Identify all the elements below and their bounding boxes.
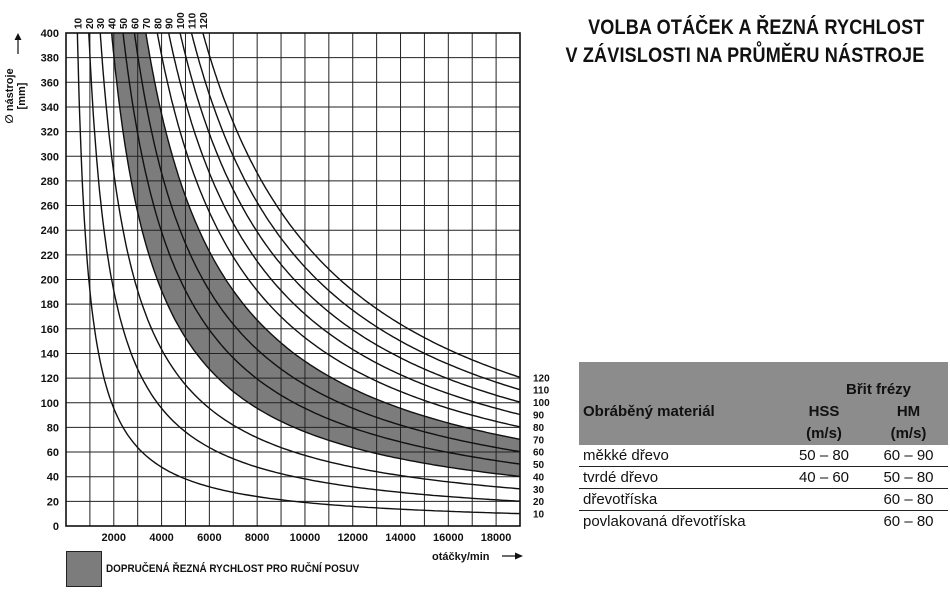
hss-cell: 40 – 60 [779, 467, 869, 489]
table-row [579, 511, 948, 533]
x-tick-label: 12000 [337, 532, 369, 544]
y-tick-label: 380 [40, 52, 59, 65]
y-tick-label: 120 [40, 373, 59, 386]
y-tick-label: 240 [40, 225, 59, 238]
material-column-header: Obráběný materiál [579, 398, 779, 420]
y-tick-label: 360 [40, 77, 59, 90]
series-right-label: 110 [533, 385, 550, 397]
x-tick-label: 16000 [433, 532, 464, 544]
series-top-label: 100 [176, 12, 188, 29]
y-tick-label: 220 [40, 249, 59, 262]
y-tick-label: 260 [40, 200, 59, 213]
y-axis-unit-label: [mm] [16, 82, 28, 110]
material-cell: tvrdé dřevo [579, 467, 779, 489]
series-right-label: 40 [533, 472, 545, 484]
series-top-label: 120 [198, 12, 210, 29]
series-right-label: 30 [533, 484, 545, 496]
series-right-label: 90 [533, 410, 545, 422]
hm-cell: 60 – 80 [869, 489, 948, 511]
x-axis-label: otáčky/min [432, 551, 490, 563]
page-title [565, 14, 924, 70]
y-tick-label: 300 [40, 151, 59, 164]
series-top-label: 70 [141, 17, 153, 29]
material-speed-table [579, 362, 948, 532]
table-header-row-2 [579, 398, 948, 420]
x-tick-label: 4000 [149, 532, 174, 544]
series-top-label: 90 [164, 17, 176, 29]
series-top-label: 10 [73, 17, 85, 29]
table-row [579, 467, 948, 489]
hm-cell: 50 – 80 [869, 467, 948, 489]
table-row [579, 489, 948, 511]
x-tick-label: 6000 [197, 532, 222, 544]
y-tick-label: 280 [40, 175, 59, 188]
x-tick-label: 8000 [244, 532, 270, 544]
series-right-label: 80 [533, 422, 545, 434]
series-right-label: 10 [533, 509, 545, 521]
series-top-label: 20 [84, 17, 96, 29]
series-top-label: 110 [187, 12, 199, 29]
hm-unit-header: (m/s) [869, 420, 948, 445]
material-cell: měkké dřevo [579, 445, 779, 467]
x-tick-label: 18000 [480, 532, 512, 544]
legend-swatch [66, 551, 102, 587]
y-tick-label: 100 [40, 397, 59, 410]
series-top-label: 80 [153, 17, 165, 29]
y-tick-label: 40 [46, 471, 59, 484]
material-cell: povlakovaná dřevotříska [583, 513, 746, 530]
hss-cell [779, 489, 869, 511]
series-top-label: 40 [107, 17, 119, 29]
hss-column-header: HSS [779, 398, 869, 420]
series-top-label: 50 [119, 17, 130, 29]
y-tick-label: 60 [46, 447, 59, 460]
series-right-label: 60 [533, 447, 545, 459]
table-header-row-3 [579, 420, 948, 445]
x-tick-label: 14000 [385, 532, 416, 544]
series-right-label: 70 [533, 435, 545, 447]
y-tick-label: 180 [40, 299, 59, 312]
hss-unit-header: (m/s) [779, 420, 869, 445]
cutter-group-header: Břit frézy [779, 362, 948, 398]
y-tick-label: 200 [40, 274, 59, 287]
y-tick-label: 80 [46, 422, 59, 435]
hss-cell [779, 511, 869, 533]
y-axis-label: ∅ nástroje [4, 68, 16, 124]
y-axis-arrowhead [15, 33, 22, 40]
y-tick-label: 160 [40, 323, 59, 336]
series-right-label: 100 [533, 398, 550, 410]
series-top-label: 30 [96, 17, 108, 29]
series-right-label: 50 [533, 460, 545, 472]
hm-cell: 60 – 80 [883, 513, 934, 530]
y-tick-label: 320 [40, 126, 59, 139]
y-tick-label: 400 [40, 28, 59, 40]
hm-cell: 60 – 90 [869, 445, 948, 467]
legend-label: DOPRUČENÁ ŘEZNÁ RYCHLOST PRO RUČNÍ POSUV [106, 563, 360, 575]
y-tick-label: 20 [46, 496, 59, 509]
title-line-2: V ZÁVISLOSTI NA PRŮMĚRU NÁSTROJE [564, 44, 924, 67]
y-tick-label: 340 [40, 101, 59, 114]
series-right-label: 20 [533, 497, 545, 509]
series-top-label: 60 [130, 17, 142, 29]
y-tick-label: 0 [52, 521, 59, 533]
title-line-1: VOLBA OTÁČEK A ŘEZNÁ RYCHLOST [587, 16, 924, 39]
material-cell: dřevotříska [579, 489, 779, 511]
x-tick-label: 2000 [101, 532, 127, 544]
x-axis-arrowhead [515, 553, 523, 560]
series-right-label: 120 [533, 373, 550, 385]
hss-cell: 50 – 80 [779, 445, 869, 467]
hm-column-header: HM [869, 398, 948, 420]
table-header-row-1 [579, 362, 948, 398]
chart-labels [4, 12, 550, 563]
x-tick-label: 10000 [289, 532, 321, 544]
y-tick-label: 140 [40, 348, 59, 361]
table-row [579, 445, 948, 467]
